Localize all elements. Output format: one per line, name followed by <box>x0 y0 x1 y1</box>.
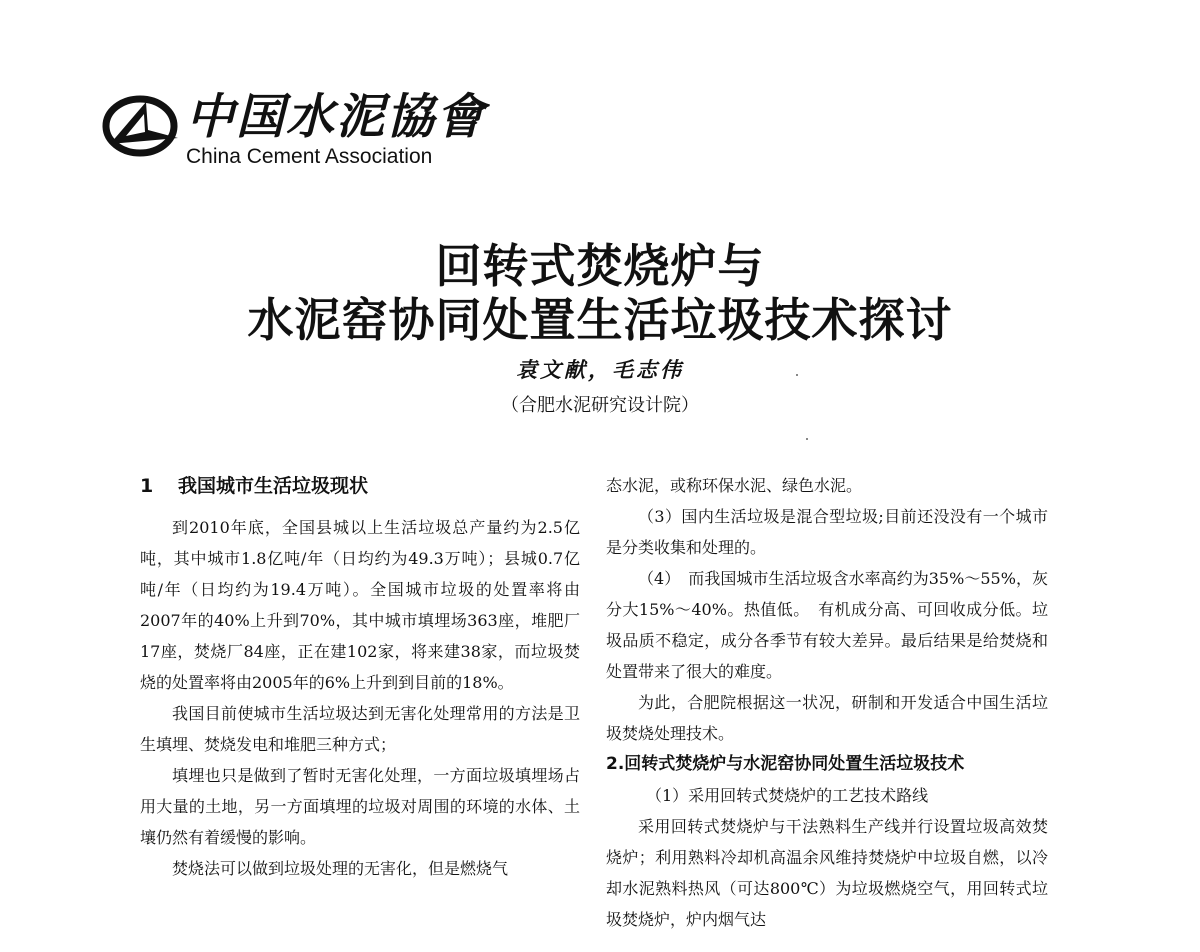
scan-speck <box>796 374 798 376</box>
section-2-heading: 2.回转式焚烧炉与水泥窑协同处置生活垃圾技术 <box>606 754 965 774</box>
paper-title-line-2: 水泥窑协同处置生活垃圾技术探讨 <box>247 293 953 347</box>
body-column-left <box>140 470 580 884</box>
paper-affiliation: （合肥水泥研究设计院） <box>501 395 699 416</box>
section-1-number: 1 <box>140 475 154 497</box>
paper-title-line-1: 回转式焚烧炉与 <box>435 239 765 293</box>
paragraph: 我国目前使城市生活垃圾达到无害化处理常用的方法是卫生填埋、焚烧发电和堆肥三种方式； <box>140 704 580 754</box>
scan-speck <box>806 438 808 440</box>
section-1-heading <box>140 470 580 502</box>
paragraph: 到2010年底，全国县城以上生活垃圾总产量约为2.5亿吨，其中城市1.8亿吨/年（日均约为49.3万吨）；县城0.7亿吨/年（日均约为19.4万吨）。全国城市垃圾的处置率将由2007年的40%上升到70%，其中城市填埋场363座，堆肥厂17座，焚烧厂84座，正在建102家，将来建38家，而垃圾焚烧的处置率将由2005年的6%上升到到目前的18%。 <box>140 518 580 692</box>
section-1-title: 我国城市生活垃圾现状 <box>178 475 369 497</box>
body-column-right <box>606 470 1048 935</box>
paragraph: 填埋也只是做到了暂时无害化处理，一方面垃圾填埋场占用大量的土地，另一方面填埋的垃圾对周围的环境的水体、土壤仍然有着缓慢的影响。 <box>140 766 580 847</box>
china-cement-association-logo <box>100 78 500 178</box>
paper-authors: 袁文献，毛志伟 <box>516 357 684 382</box>
paragraph: （3）国内生活垃圾是混合型垃圾;目前还没没有一个城市是分类收集和处理的。 <box>606 507 1048 557</box>
paragraph: 采用回转式焚烧炉与干法熟料生产线并行设置垃圾高效焚烧炉；利用熟料冷却机高温余风维持焚烧炉中垃圾自燃，以冷却水泥熟料热风（可达800℃）为垃圾燃烧空气，用回转式垃圾焚烧炉，炉内烟气达 <box>606 817 1048 929</box>
paragraph: 态水泥，或称环保水泥、绿色水泥。 <box>606 476 863 495</box>
logo-name-english: China Cement Association <box>186 145 433 168</box>
cca-emblem-icon <box>100 92 184 158</box>
paragraph: 焚烧法可以做到垃圾处理的无害化，但是燃烧气 <box>172 859 509 878</box>
logo-name-chinese: 中国水泥協會 <box>186 89 487 145</box>
subsection-heading: （1）采用回转式焚烧炉的工艺技术路线 <box>646 786 929 805</box>
paragraph: （4） 而我国城市生活垃圾含水率高约为35%～55%，灰分大15%～40%。热值低。 有机成分高、可回收成分低。垃圾品质不稳定，成分各季节有较大差异。最后结果是给焚烧和处置带来了很大的难度。 <box>606 569 1048 681</box>
paragraph: 为此，合肥院根据这一状况，研制和开发适合中国生活垃圾焚烧处理技术。 <box>606 693 1048 743</box>
